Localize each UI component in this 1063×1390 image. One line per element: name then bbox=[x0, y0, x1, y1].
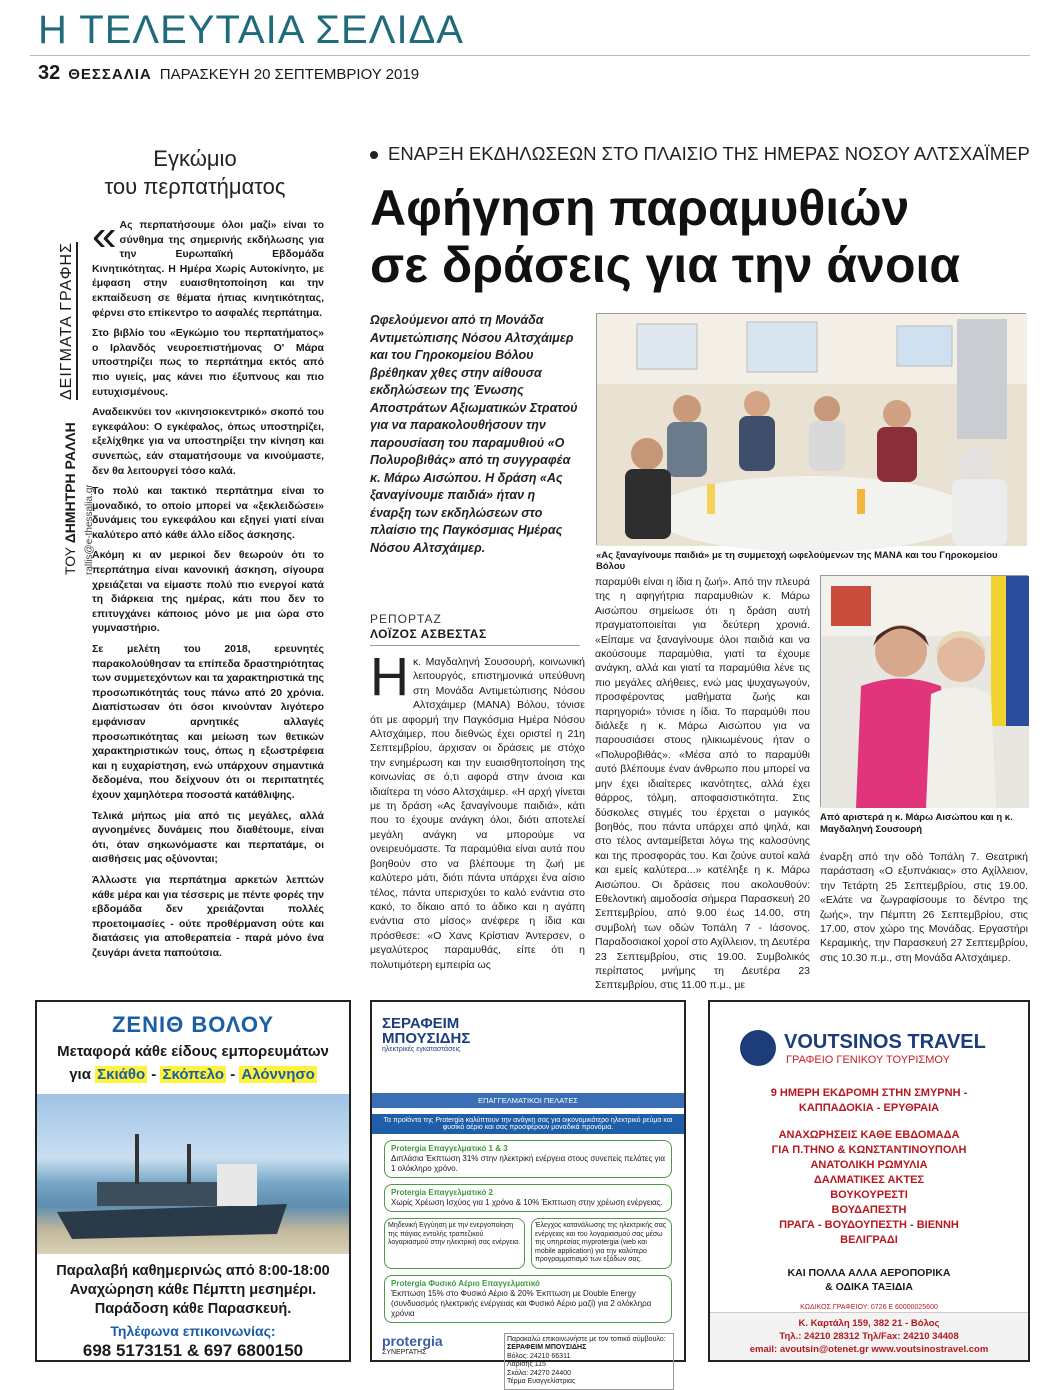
paper-name: ΘΕΣΣΑΛΙΑ bbox=[68, 66, 152, 83]
portrait-caption: Από αριστερά η κ. Μάρω Αισώπου και η κ. Μαγδαληνή Σουσουρή bbox=[820, 812, 1013, 835]
ship-icon bbox=[37, 1094, 349, 1254]
ad-schedule: Παραλαβή καθημερινώς από 8:00-18:00 Αναχώρηση κάθε Πέμπτη μεσημέρι. Παράδοση κάθε Παρασκευή. bbox=[56, 1263, 330, 1317]
column-paragraph: « Ας περπατήσουμε όλοι μαζί» είναι το σύνθημα της σημερινής εκδήλωσης για την Ευρωπαϊκή Εβδομάδα Κινητικότητας. Η Ημέρα Χωρίς Αυτοκίνητο, με έμφαση στην ευαισθητοποίηση και την εκπαίδευση σε θέματα ήπιας κινητικότητας, φέρνει στο επίκεντρο το ασφαλές περπάτημα. bbox=[92, 211, 324, 319]
article-headline bbox=[370, 180, 1030, 294]
issue-date: ΠΑΡΑΣΚΕΥΗ 20 ΣΕΠΤΕΜΒΡΙΟΥ 2019 bbox=[159, 66, 420, 83]
ad-line: Μεταφορά κάθε είδους εμπορευμάτων bbox=[57, 1043, 329, 1060]
column-paragraph: Το πολύ και τακτικό περπάτημα είναι το μοναδικό, το οποίο μπορεί να «ξεκλειδώσει» δυνάμεις του εγκεφάλου και εξηγεί γιατί είναι καλύτερο από κάθε άλλο είδος άσκησης. bbox=[92, 485, 324, 541]
divider bbox=[370, 645, 580, 646]
byline-email: rallis@e-thessalia.gr bbox=[84, 484, 95, 575]
headline-line1: Αφήγηση παραμυθιών bbox=[370, 180, 910, 236]
bullet-icon bbox=[370, 151, 378, 159]
ad-benefits: Μηδενική Εγγύηση με την ενεργοποίηση της πάγιας εντολής τραπεζικού λογαριασμού στην ηλεκτρική σας ενέργεια. Έλεγχος κατανάλωσης της ηλεκτρικής σας ενέργειας και του λογαριασμού σας μέσω της υπηρεσίας myprotergia (web και mobile application) για την καλύτερο προγραμματισμό των εξόδων σας. bbox=[384, 1218, 672, 1269]
article-body-col3: έναρξη από την οδό Τοπάλη 7. Θεατρική παράσταση «Ο εξυπνάκιας» στο Αχίλλειον, την Τετάρτη 25 Σεπτεμβρίου, στις 19.00. «Ελάτε να ζωγραφίσουμε το δέντρο της ζωής», την Πέμπτη 26 Σεπτεμβρίου, στις 17.00, στον χώρο της Μονάδας. Εργαστήρι Κεραμικής, την Παρασκευή 27 Σεπτεμβρίου, στις 10.30 π.μ., στη Μονάδα Αλτσχάιμερ. bbox=[820, 851, 1028, 964]
article-lead: Ωφελούμενοι από τη Μονάδα Αντιμετώπισης Νόσου Αλτσχάιμερ και του Γηροκομείου Βόλου βρέθηκαν χθες στην αίθουσα εκδηλώσεων της Ένωσης Αποστράτων Αξιωματικών Στρατού για να παρακολουθήσουν την παρουσίαση του παραμυθιού «Ο Πολυροβιθάς» από τη συγγραφέα κ. Μάρω Αισώπου. Η δράση «Ας ξαναγίνουμε παιδιά» ήταν η έναρξη των εκδηλώσεων στο πλαίσιο της Παγκόσμιας Ημέρας Νόσου Αλτσχάιμερ. bbox=[370, 313, 578, 555]
protergia-logo: protergia bbox=[382, 1332, 443, 1349]
ad-destinations: για Σκιάθο - Σκόπελο - Αλόννησο bbox=[69, 1066, 315, 1083]
column-paragraph: Άλλωστε για περπάτημα αρκετών λεπτών κάθε μέρα και για τέσσερις με πέντε φορές την εβδομάδα δεν χρειάζονται πολλές προετοιμασίες - ούτε προθέρμανση ούτε και διατάσεις για αποθεραπεία - παρά μόνο ένα ζευγάρι άνετα παπούτσια. bbox=[92, 873, 324, 959]
report-label: ΡΕΠΟΡΤΑΖ bbox=[370, 612, 442, 626]
column-title-line2: του περπατήματος bbox=[104, 174, 286, 199]
divider bbox=[30, 55, 1030, 56]
article-body-col1: Ηκ. Μαγδαληνή Σουσουρή, κοινωνική λειτουργός, επιστημονικά υπεύθυνη στη Μονάδα Αντιμετώπισης Νόσου Αλτσχάιμερ (ΜΑΝΑ) Βόλου, τόνισε ότι με αφορμή την Παγκόσμια Ημέρα Νόσου Αλτσχάιμερ, που διεθνώς έχει οριστεί η 21η Σεπτεμβρίου, άρχισαν οι δράσεις με στόχο την ενημέρωση και την ευαισθητοποίηση της κοινωνίας σε ό,τι αφορά στην άνοια και ιδιαίτερα τη νόσο Αλτσχάιμερ. «Η αρχή γίνεται με τη δράση «Ας ξαναγίνουμε παιδιά», κάτι που το έχουμε ανάγκη όλοι, διότι αποτελεί μεγάλη ανάγκη να μπορούμε να ονειρευόμαστε. Τα παραμύθια είναι αυτά που βοηθούν στο να βλέπουμε τη ζωή με καλύτερο μάτι, διότι πάντα υπάρχει ένα αίσιο τέλος, πάντα υπερισχύει το καλό ενάντια στο κακό, το δίκαιο από το άδικο και η αγάπη ενάντια στο μίσος» ανέφερε η ίδια και πρόσθεσε: «Ο Χανς Κρίστιαν Άντερσεν, ο μεγαλύτερος παραμυθάς, είπε ότι η πολυτιμότερη εμπειρία ως bbox=[370, 647, 585, 971]
ad-zenith[interactable] bbox=[35, 1000, 351, 1362]
series-label: ΔΕΙΓΜΑΤΑ ΓΡΑΦΗΣ bbox=[58, 242, 78, 400]
ship-logo-icon bbox=[740, 1030, 776, 1066]
article-kicker: ΕΝΑΡΞΗ ΕΚΔΗΛΩΣΕΩΝ ΣΤΟ ΠΛΑΙΣΙΟ ΤΗΣ ΗΜΕΡΑΣ ΝΟΣΟΥ ΑΛΤΣΧΑΪΜΕΡ bbox=[370, 143, 1030, 165]
ad-brand-sub: ηλεκτρικές εγκαταστάσεις bbox=[382, 1046, 461, 1053]
photo-caption: «Ας ξαναγίνουμε παιδιά» με τη συμμετοχή ωφελούμενων της ΜΑΝΑ και του Γηροκομείου Βόλου bbox=[596, 550, 998, 572]
dropcap: Η bbox=[370, 647, 409, 707]
column-paragraph: Σε μελέτη του 2018, ερευνητές παρακολούθησαν τα επίπεδα δραστηριότητας των συμμετεχόντων και τα χαρακτηριστικά της προσωπικότητάς τους πάνω από 20 χρόνια. Διαπίστωσαν ότι όσοι κινούνταν λιγότερο εμφάνισαν αρνητικές αλλαγές προσωπικότητας και μείωση των θετικών χαρακτηριστικών τους, όπως η εξωστρέφεια και η ευχαρίστηση, ενώ υπάρχουν σημαντικά δεδομένα, που δείχνουν ότι οι περιπατητές έχουν χαμηλότερα ποσοστά κατάθλιψης. bbox=[92, 643, 324, 801]
ad-offer: Protergia Επαγγελματικό 1 & 3 Διπλάσια Έκπτωση 31% στην ηλεκτρική ενέργεια στους συνεπείς πελάτες για 1 ολόκληρο χρόνο. bbox=[384, 1140, 672, 1178]
ad-office-code: ΚΩΔΙΚΟΣ ΓΡΑΦΕΙΟΥ: 0726 Ε 60000025600 bbox=[800, 1304, 938, 1311]
column-paragraph: Αναδεικνύει τον «κινησιοκεντρικό» σκοπό του εγκεφάλου: Ο εγκέφαλος, όπως υποστηρίζει, εξελίχθηκε για να υποστηρίξει την κίνηση και συνεπώς, εάν σταματήσουμε να κινούμαστε, δεν θα λειτουργεί τόσο καλά. bbox=[92, 406, 324, 477]
ad-trip-list: ΑΝΑΧΩΡΗΣΕΙΣ ΚΑΘΕ ΕΒΔΟΜΑΔΑ ΓΙΑ Π.ΤΗΝΟ & ΚΩΝΣΤΑΝΤΙΝΟΥΠΟΛΗ ΑΝΑΤΟΛΙΚΗ ΡΩΜΥΛΙΑ ΔΑΛΜΑΤΙΚΕΣ ΑΚΤΕΣ ΒΟΥΚΟΥΡΕΣΤΙ ΒΟΥΔΑΠΕΣΤΗ ΠΡΑΓΑ - ΒΟΥΔΟΥΠΕΣΤΗ - ΒΙΕΝΝΗ ΒΕΛΙΓΡΑΔΙ bbox=[771, 1129, 967, 1246]
byline-prefix: ΤΟΥ bbox=[62, 547, 78, 575]
column-title-line1: Εγκώμιο bbox=[153, 146, 237, 171]
event-photo-illustration bbox=[597, 314, 1027, 546]
ad-footer: protergia ΣΥΝΕΡΓΑΤΗΣ Παρακαλώ επικοινωνήστε με τον τοπικό σύμβουλο: ΣΕΡΑΦΕΙΜ ΜΠΟΥΣΙΔΗΣ Βόλος: 24210 66311 Λαρίσης 115 Σκάλα: 24270 24400 Τέρμα Ευαγγελίστριας bbox=[382, 1333, 674, 1390]
column-paragraph: Στο βιβλίο του «Εγκώμιο του περπατήματος» ο Ιρλανδός νευροεπιστήμονας Ο' Μάρα υποστηρίζει πως το περπάτημα εκτός από πιο υγιείς, μας κάνει πιο έξυπνους και πιο ευτυχισμένους. bbox=[92, 327, 324, 398]
ad-voutsinos[interactable] bbox=[708, 1000, 1030, 1362]
column-paragraph: Τελικά μήπως μία από τις μεγάλες, αλλά αγνοημένες δυνάμεις που διαθέτουμε, είναι ότι, όταν σηκωνόμαστε και περπατάμε, οι αισθήσεις μας οξύνονται; bbox=[92, 809, 324, 866]
article-body-col2: παραμύθι είναι η ίδια η ζωή». Από την πλευρά της η αφηγήτρια παραμυθιών κ. Μάρω Αισώπου σημείωσε ότι η δράση αυτή πραγματοποιείται για δεύτερη χρονιά. «Είπαμε να ξαναγίνουμε όλοι παιδιά και να ακούσουμε παραμύθια, γιατί τα έχουμε ανάγκη, αλλά και γιατί τα παραμύθια λένε τις πιο μεγάλες αλήθειες, ενώ μας ψυχαγωγούν, προσφέροντας μαθήματα ζωής και παρηγοριά» τόνισε η ίδια. Το παραμύθι που διάλεξε η κ. Μάρω Αισώπου για να παρουσιάσει στους ηλικιωμένους ήταν ο «Πολυροβιθάς». «Μέσα από το παραμύθι αυτό βλέπουμε έναν άνθρωπο που μπορεί να μην έχει ιδιαίτερες ικανότητες, αλλά έχει θάρρος, τόλμη, αποφασιστικότητα. Στις δύσκολες στιγμές του έρχεται ο μαγικός βοηθός, που πάντα υπάρχει από ψηλά, και στο τέλος ανταμείβεται λόγω της καλοσύνης και της προσφοράς του. Και ζούνε αυτοί καλά και εμείς καλύτερα...» κατέληξε η κ. Μάρω Αισώπου. Οι δράσεις που ακολουθούν: Εθελοντική αιμοδοσία σήμερα Παρασκευή 20 Σεπτεμβρίου, από 9.00 έως 14.00, στη συμβολή των οδών Τοπάλη 7 - Ιάσονος. Παραδοσιακοί χοροί στο Αχίλλειον, τη Δευτέρα 23 Σεπτεμβρίου, στις 19.00. Συμβολικός περίπατος μνήμης τη Δευτέρα 23 Σεπτεμβρίου, στις 11.00 π.μ., με bbox=[595, 576, 810, 992]
article-author: ΛΟΪΖΟΣ ΑΣΒΕΣΤΑΣ bbox=[370, 627, 487, 641]
section-title: Η ΤΕΛΕΥΤΑΙΑ ΣΕΛΙΔΑ bbox=[38, 8, 464, 52]
ad-trip-1: 9 ΗΜΕΡΗ ΕΚΔΡΟΜΗ ΣΤΗΝ ΣΜΥΡΝΗ - ΚΑΠΠΑΔΟΚΙΑ - ΕΡΥΘΡΑΙΑ bbox=[770, 1087, 968, 1114]
portrait-photo-illustration bbox=[821, 576, 1029, 808]
page-number: 32 bbox=[38, 62, 61, 84]
ad-title: ΖΕΝΙΘ ΒΟΛΟΥ bbox=[111, 1012, 274, 1037]
ad-audience: ΕΠΑΓΓΕΛΜΑΤΙΚΟΙ ΠΕΛΑΤΕΣ bbox=[372, 1093, 684, 1108]
ad-contact[interactable]: Κ. Καρτάλη 159, 382 21 - Βόλος Τηλ.: 24210 28312 Τηλ/Fax: 24210 34408 email: avoutsin@otenet.gr www.voutsinostravel.com bbox=[710, 1312, 1028, 1360]
ad-logo: VOUTSINOS TRAVEL ΓΡΑΦΕΙΟ ΓΕΝΙΚΟΥ ΤΟΥΡΙΣΜΟΥ bbox=[740, 1030, 1028, 1066]
headline-line2: σε δράσεις για την άνοια bbox=[370, 237, 961, 293]
ad-brand: ΣΕΡΑΦΕΙΜ ΜΠΟΥΣΙΔΗΣ bbox=[382, 1015, 471, 1047]
column-body bbox=[92, 211, 324, 967]
event-photo bbox=[596, 313, 1026, 545]
ad-phone-label: Τηλέφωνα επικοινωνίας: bbox=[110, 1323, 276, 1339]
column-title bbox=[90, 145, 300, 201]
column-paragraph: Ακόμη κι αν μερικοί δεν θεωρούν ότι το περπάτημα είναι κανονική άσκηση, σίγουρα χρειάζεται να είμαστε πολύ πιο ενεργοί κατά τη διάρκεια της ημέρας, κάτι που δεν το επιτυγχάνει κάποιος μόνο με μια ώρα στο γυμναστήριο. bbox=[92, 549, 324, 635]
ad-phone[interactable]: 698 5173151 & 697 6800150 bbox=[82, 1341, 304, 1360]
byline-name: ΔΗΜΗΤΡΗ ΡΑΛΛΗ bbox=[62, 422, 78, 544]
ad-intro: Τα προϊόντα της Protergia καλύπτουν την ανάγκη σας για οικονομικότερο ηλεκτρικό ρεύμα και φυσικό αέριο και σας προσφέρουν μοναδικά προνόμια. bbox=[372, 1114, 684, 1134]
ad-offer: Protergia Επαγγελματικό 2 Χωρίς Χρέωση Ισχύος για 1 χρόνο & 10% Έκπτωση στην χρέωση ενέργειας. bbox=[384, 1184, 672, 1212]
portrait-photo bbox=[820, 575, 1028, 807]
ad-more: ΚΑΙ ΠΟΛΛΑ ΑΛΛΑ ΑΕΡΟΠΟΡΙΚΑ & ΟΔΙΚΑ ΤΑΞΙΔΙΑ bbox=[787, 1267, 951, 1293]
ship-image bbox=[37, 1094, 349, 1254]
ad-serafeim[interactable] bbox=[370, 1000, 686, 1385]
ad-offer: Protergia Φυσικό Αέριο Επαγγελματικό Έκπτωση 15% στο Φυσικό Αέριο & 20% Έκπτωση με Double Energy (συνδυασμός ηλεκτρικής ενέργειας και Φυσικό Αέριο μαζί) για 2 ολόκληρα χρόνια bbox=[384, 1275, 672, 1323]
folio bbox=[38, 62, 419, 85]
